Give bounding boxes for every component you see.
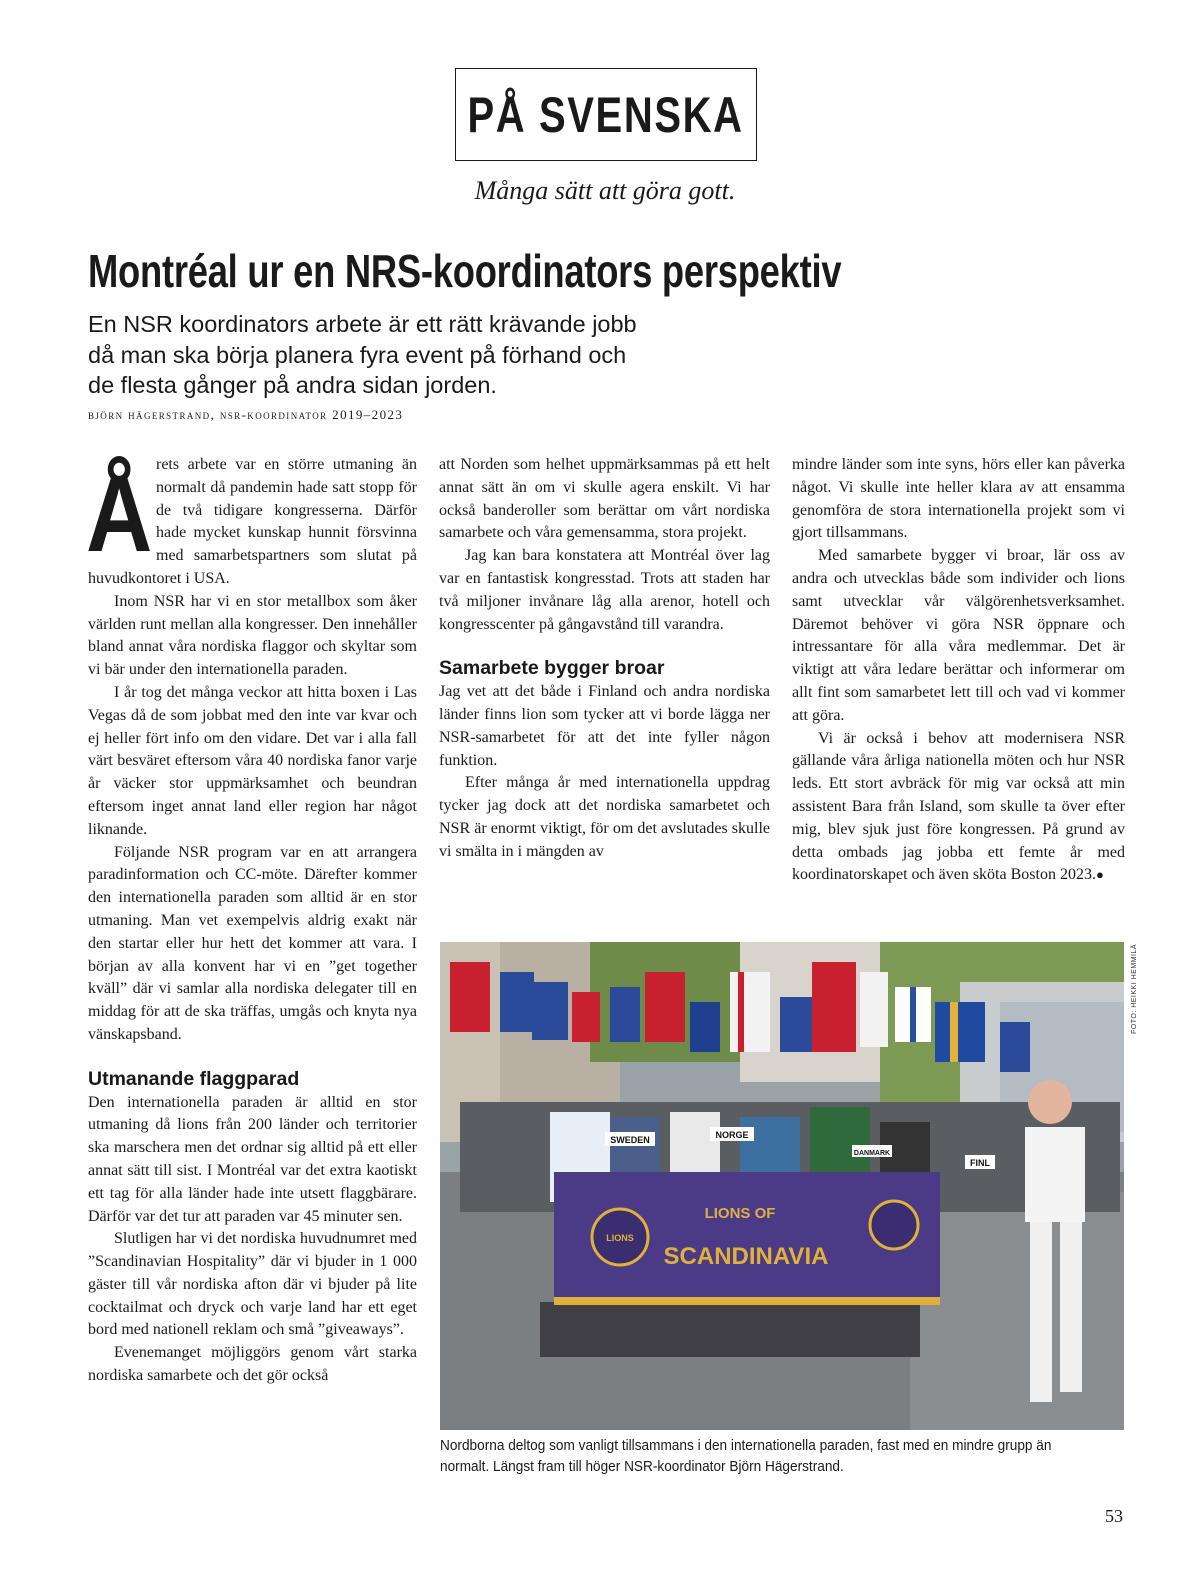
paragraph: Följande NSR program var en att arrangera paradinformation och CC-möte. Därefter kommer den internationella paraden som alltid är en stor utmaning. Man vet exempelvis aldrig exakt när den startar eller hur hett det kommer att vara. I början av alla konvent har vi en ”get together kväll” där vi samlar alla nordiska delegater till en middag för att de ska träffas, umgås och knyta nya vänskapsband. (88, 843, 417, 1043)
paragraph: Årets arbete var en större utmaning än normalt då pandemin hade satt stopp för de två tidigare kongresserna. Därför hade mycket kunskap hunnit försvinna med samarbetspartners som slutat på huvudkontoret i USA. (86, 453, 417, 587)
sign-sweden: SWEDEN (610, 1135, 650, 1145)
paragraph: Efter många år med internationella uppdrag tycker jag dock att det nordiska samarbetet och NSR är enormt viktigt, för om det avslutades skulle vi smälta in i mängden av (439, 774, 770, 860)
paragraph: Jag kan bara konstatera att Montréal över lag var en fantastisk kongresstad. Trots att staden har två miljoner invånare låg alla arenor, hotell och kongresscenter på gångavstånd till varandra. (439, 547, 770, 633)
paragraph: I år tog det många veckor att hitta boxen i Las Vegas då de som jobbat med den inte var kvar och ej heller fört info om den vidare. Det var i alla fall värt besväret eftersom våra 40 nordiska fanor varje år väcker stor uppmärksamhet och beundran eftersom inget annat land eller region har något liknande. (88, 683, 417, 838)
paragraph: Vi är också i behov att modernisera NSR gällande våra årliga nationella möten och hur NSR leds. Ett stort avbräck för mig var också att min assistent Bara från Island, som skulle ta över efter mig, blev sjuk just före kongressen. På grund av detta ombads jag jobba ett femte år med koordinatorskapet och även sköta Boston 2023.● (792, 729, 1125, 884)
article-deck (88, 309, 648, 401)
paragraph: Med samarbete bygger vi broar, lär oss av andra och utvecklas både som individer och lions samt utvecklar vår välgörenhetsverksamhet. Däremot behöver vi göra NSR öppnare och intressantare för alla våra medlemmar. Det är viktigt att våra ledare berättar och informerar om allt fint som samarbetet lett till och vad vi kommer att göra. (792, 547, 1125, 724)
drop-cap: Å (86, 453, 153, 574)
text-column-2 (439, 454, 770, 864)
article-byline: björn hägerstrand, nsr-koordinator 2019–2023 (88, 407, 404, 422)
paragraph: Evenemanget möjliggörs genom vårt starka nordiska samarbete och det gör också (88, 1344, 417, 1385)
section-kicker: PÅ SVENSKA (467, 86, 745, 143)
end-mark-icon: ● (1095, 867, 1104, 883)
text-column-1 (88, 454, 417, 1388)
emblem-text: LIONS (606, 1233, 634, 1243)
sign-danmark: DANMARK (853, 1150, 891, 1157)
subheading: Utmanande flaggparad (88, 1067, 300, 1090)
subheading: Samarbete bygger broar (439, 657, 665, 680)
paragraph: att Norden som helhet uppmärksammas på ett helt annat sätt än om vi skulle agera enskilt. Vi har också banderoller som berättar om vårt nordiska samarbete och våra gemensamma, stora projekt. (439, 456, 770, 542)
paragraph: Slutligen har vi det nordiska huvudnumret med ”Scandinavian Hospitality” där vi bjuder in 1 000 gäster till vår nordiska afton där vi bjuder på lite cocktailmat och dryck och varje land har ett eget bord med nationell reklam och små ”giveaways”. (88, 1230, 417, 1339)
parade-photo (440, 942, 1124, 1430)
deck-line: de flesta gånger på andra sidan jorden. (88, 372, 497, 398)
section-tagline: Många sätt att göra gott. (474, 176, 736, 205)
sign-norge: NORGE (715, 1130, 749, 1140)
photo-caption: Nordborna deltog som vanligt tillsammans i den internationella paraden, fast med en mindre grupp än normalt. Längst fram till höger NSR-koordinator Björn Hägerstrand. (440, 1438, 1052, 1475)
paragraph: mindre länder som inte syns, hörs eller kan påverka något. Vi skulle inte heller klara av att ensamma genomföra de stora internationella projekt som vi gjort tillsammans. (792, 456, 1125, 542)
paragraph: Jag vet att det både i Finland och andra nordiska länder finns lion som tycker att vi borde lägga ner NSR-samarbetet för att det inte fyller någon funktion. (439, 683, 770, 769)
paragraph: Den internationella paraden är alltid en stor utmaning då lions från 200 länder och territorier ska marschera men det ordnar sig alltid på ett eller annat sätt till sist. I Montréal var det extra kaotiskt ett tag för alla länder hade inte utsett flaggbärare. Därför var det tur att paraden var 45 minuter sen. (88, 1093, 417, 1225)
section-kicker-box (455, 68, 757, 161)
page-number: 53 (1105, 1506, 1123, 1526)
deck-line: En NSR koordinators arbete är ett rätt krävande jobb (88, 311, 637, 337)
banner-line-1: LIONS OF (704, 1205, 776, 1222)
article-headline: Montréal ur en NRS-koordinators perspektiv (88, 245, 842, 297)
text-column-3 (792, 454, 1125, 887)
paragraph: Inom NSR har vi en stor metallbox som åker världen runt mellan alla kongresser. Den innehåller bland annat våra nordiska flaggor och skyltar som vi bär under den internationella paraden. (88, 592, 417, 679)
banner-line-2: SCANDINAVIA (663, 1243, 829, 1270)
deck-line: då man ska börja planera fyra event på förhand och (88, 341, 627, 368)
lions-emblem-icon (870, 1201, 918, 1249)
sign-finland: FINL (970, 1158, 990, 1168)
photo-credit: FOTO: HEIKKI HEMMILÄ (1131, 944, 1138, 1034)
